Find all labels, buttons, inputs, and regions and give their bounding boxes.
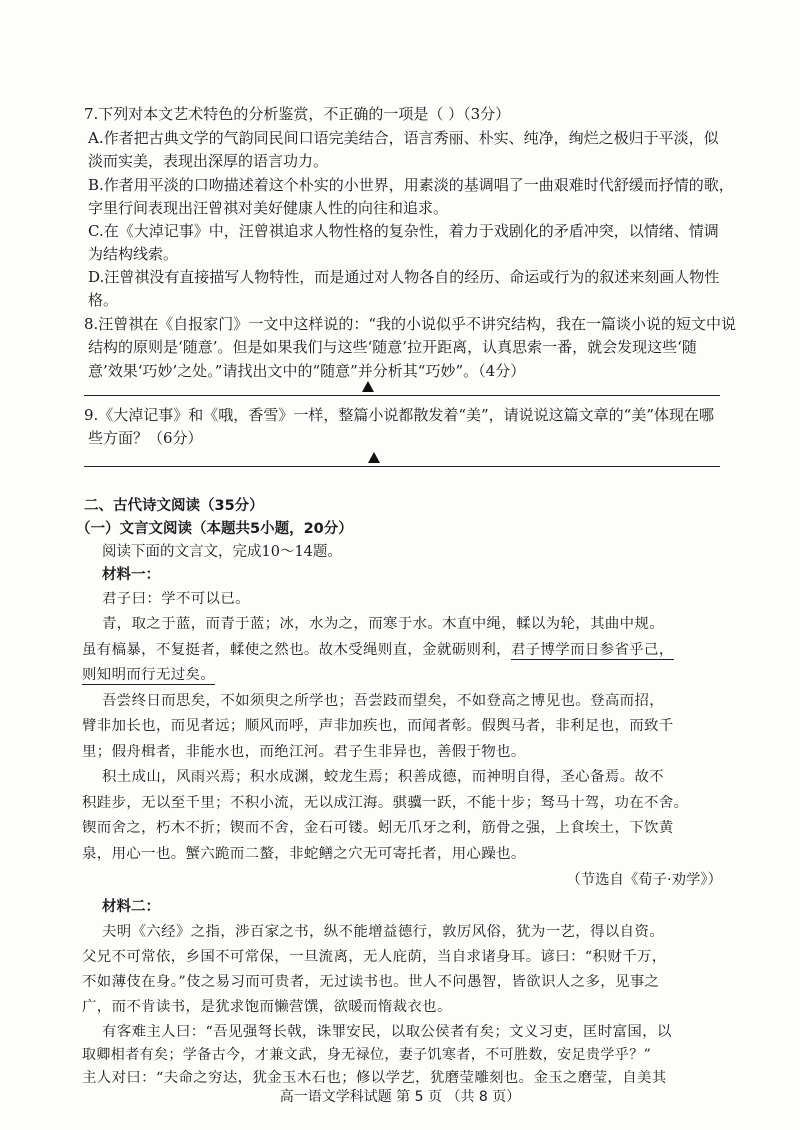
q7-option-d-line2: 格。 xyxy=(88,291,119,309)
material-two-para1-line3: 不如薄伎在身。”伎之易习而可贵者，无过读书也。世人不问愚智，皆欲识人之多，见事之 xyxy=(82,974,660,990)
material-two-title: 材料二： xyxy=(102,899,160,915)
material-one-para2-line1: 吾尝终日而思矣，不如须臾之所学也；吾尝跂而望矣，不如登高之博见也。登高而招， xyxy=(102,693,665,709)
subsection-title: （一）文言文阅读（本题共5小题，20分） xyxy=(76,521,353,537)
material-two-para1-line1: 夫明《六经》之指，涉百家之书，纵不能增益德行，敦厉风俗，犹为一艺，得以自资。 xyxy=(102,924,665,940)
underlined-sentence-part2: 则知明而行无过矣。 xyxy=(82,667,216,683)
reading-instruction: 阅读下面的文言文，完成10～14题。 xyxy=(102,544,342,560)
material-two-para2-line1: 有客难主人曰：“吾见强弩长戟，诛罪安民，以取公侯者有矣；文义习吏，匡时富国，以 xyxy=(102,1024,672,1040)
para1-line2-text: 虽有槁暴，不复挺者，輮使之然也。故木受绳则直，金就砺则利， xyxy=(82,642,511,658)
q9-line1: 9.《大淖记事》和《哦，香雪》一样，整篇小说都散发着“美”，请说说这篇文章的“美”体现在哪 xyxy=(84,406,714,424)
q7-option-b-line2: 字里行间表现出汪曾祺对美好健康人性的向往和追求。 xyxy=(88,199,449,217)
q9-answer-line[interactable] xyxy=(84,466,720,467)
q7-option-c-line2: 为结构线索。 xyxy=(88,245,179,263)
q7-option-c-line1: C.在《大淖记事》中，汪曾祺追求人物性格的复杂性，着力于戏剧化的矛盾冲突，以情绪、情调 xyxy=(88,222,719,240)
q8-line2: 结构的原则是‘随意’。但是如果我们与这些‘随意’拉开距离，认真思索一番，就会发现这些‘随 xyxy=(88,338,697,356)
answer-marker-icon xyxy=(368,452,380,463)
underlined-sentence-part1: 君子博学而日参省乎己， xyxy=(510,642,674,658)
material-two-para1-line4: 广，而不肯读书，是犹求饱而懒营馔，欲暖而惰裁衣也。 xyxy=(82,999,452,1015)
material-one-para3-line4: 泉，用心一也。蟹六跪而二螯，非蛇鳝之穴无可寄托者，用心躁也。 xyxy=(82,846,526,862)
q9-line2: 些方面？（6分） xyxy=(88,429,203,447)
material-one-source: （节选自《荀子·劝学》） xyxy=(566,872,722,888)
answer-marker-icon xyxy=(362,381,374,392)
q7-option-a-line1: A.作者把古典文学的气韵同民间口语完美结合，语言秀丽、朴实、纯净，绚烂之极归于平淡，似 xyxy=(88,129,719,147)
q8-line1: 8.汪曾祺在《自报家门》一文中这样说的：“我的小说似乎不讲究结构，我在一篇谈小说的短文中说 xyxy=(84,315,736,333)
material-one-title: 材料一： xyxy=(102,567,160,583)
section-title: 二、古代诗文阅读（35分） xyxy=(84,498,264,514)
q7-option-a-line2: 淡而实美，表现出深厚的语言功力。 xyxy=(88,152,329,170)
material-one-para3-line3: 锲而舍之，朽木不折；锲而不舍，金石可镂。蚓无爪牙之利，筋骨之强，上食埃土，下饮黄 xyxy=(82,820,674,836)
q7-option-b-line1: B.作者用平淡的口吻描述着这个朴实的小世界，用素淡的基调唱了一曲艰难时代舒缓而抒情的歌， xyxy=(88,176,734,194)
material-one-para2-line2: 臂非加长也，而见者远；顺风而呼，声非加疾也，而闻者彰。假舆马者，非利足也，而致千 xyxy=(82,718,674,734)
material-one-para3-line2: 积跬步，无以至千里；不积小流，无以成江海。骐骥一跃，不能十步；驽马十驾，功在不舍。 xyxy=(82,795,689,811)
q7-option-d-line1: D.汪曾祺没有直接描写人物特性，而是通过对人物各自的经历、命运或行为的叙述来刻画人物性 xyxy=(88,268,720,286)
material-one-para0: 君子曰：学不可以已。 xyxy=(102,591,250,607)
material-one-para2-line3: 里；假舟楫者，非能水也，而绝江河。君子生非异也，善假于物也。 xyxy=(82,744,526,760)
material-one-para1-line3 xyxy=(82,665,215,685)
material-two-para2-line3: 主人对曰：“夫命之穷达，犹金玉木石也；修以学艺，犹磨莹雕刻也。金玉之磨莹，自美其 xyxy=(82,1070,667,1086)
q7-stem: 7.下列对本文艺术特色的分析鉴赏，不正确的一项是（ ）（3分） xyxy=(84,105,511,123)
q8-answer-line[interactable] xyxy=(84,395,720,396)
material-two-para1-line2: 父兄不可常依，乡国不可常保，一旦流离，无人庇荫，当自求诸身耳。谚曰：“积财千万， xyxy=(82,949,667,965)
q8-line3: 意’效果‘巧妙’之处。”请找出文中的“随意”并分析其“巧妙”。（4分） xyxy=(88,362,526,380)
material-one-para1-line2 xyxy=(82,640,674,660)
material-two-para2-line2: 取卿相者有矣；学备古今，才兼文武，身无禄位，妻子饥寒者，不可胜数，安足贵学乎？” xyxy=(82,1047,652,1063)
page-footer: 高一语文学科试题 第 5 页 （共 8 页） xyxy=(279,1089,521,1105)
material-one-para3-line1: 积土成山，风雨兴焉；积水成渊，蛟龙生焉；积善成德，而神明自得，圣心备焉。故不 xyxy=(102,769,665,785)
material-one-para1-line1: 青，取之于蓝，而青于蓝；冰，水为之，而寒于水。木直中绳，輮以为轮，其曲中规。 xyxy=(102,616,665,632)
